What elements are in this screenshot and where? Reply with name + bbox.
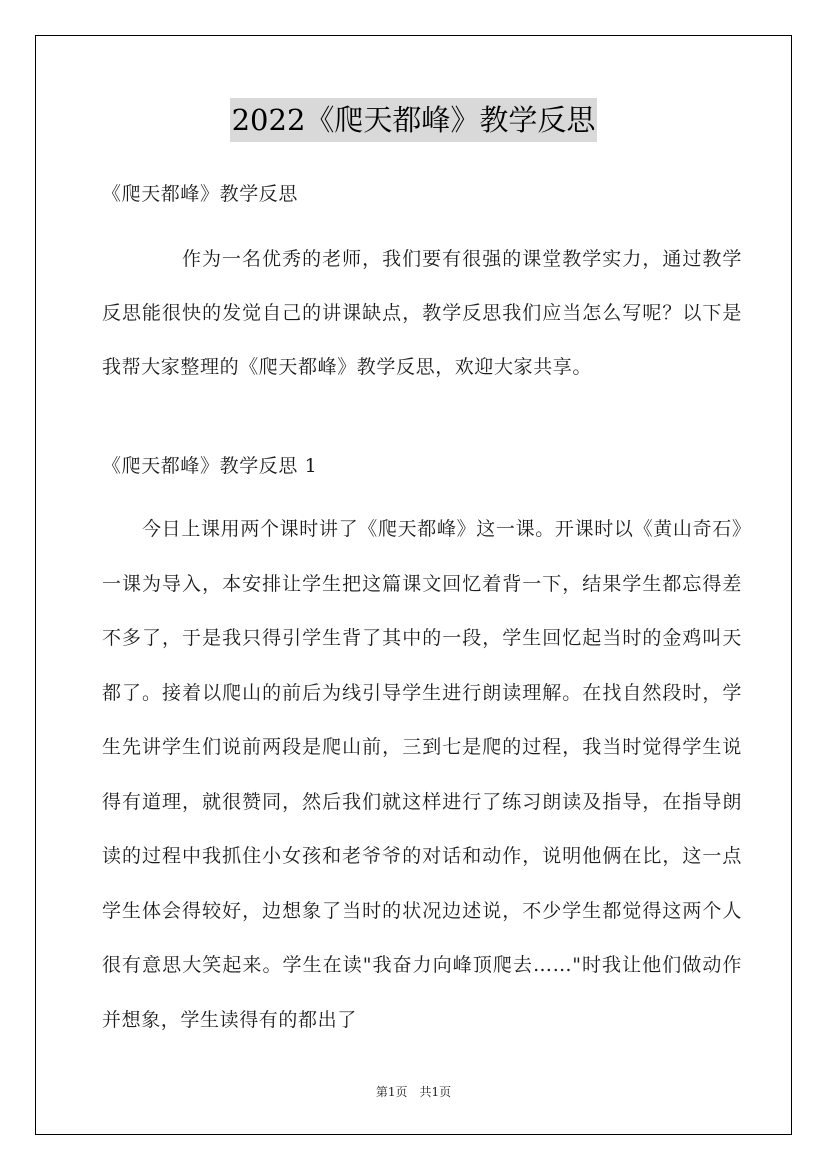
intro-paragraph: 作为一名优秀的老师，我们要有很强的课堂教学实力，通过教学反思能很快的发觉自己的讲课缺点，教学反思我们应当怎么写呢？以下是我帮大家整理的《爬天都峰》教学反思，欢迎大家共享。 [102, 248, 742, 378]
page-number: 第1页 [375, 1085, 408, 1099]
page-total: 共1页 [419, 1085, 452, 1099]
title-container [0, 98, 827, 142]
page-footer [0, 1083, 827, 1101]
document-subtitle: 《爬天都峰》教学反思 [102, 183, 299, 205]
section-title: 《爬天都峰》教学反思 1 [102, 455, 318, 477]
body-paragraph: 今日上课用两个课时讲了《爬天都峰》这一课。开课时以《黄山奇石》一课为导入，本安排让学生把这篇课文回忆着背一下，结果学生都忘得差不多了，于是我只得引学生背了其中的一段，学生回忆起当时的金鸡叫天都了。接着以爬山的前后为线引导学生进行朗读理解。在找自然段时，学生先讲学生们说前两段是爬山前，三到七是爬的过程，我当时觉得学生说得有道理，就很赞同，然后我们就这样进行了练习朗读及指导，在指导朗读的过程中我抓住小女孩和老爷爷的对话和动作，说明他俩在比，这一点学生体会得较好，边想象了当时的状况边述说，不少学生都觉得这两个人很有意思大笑起来。学生在读"我奋力向峰顶爬去……"时我让他们做动作并想象，学生读得有的都出了 [102, 518, 742, 1031]
document-title: 2022《爬天都峰》教学反思 [230, 98, 598, 142]
